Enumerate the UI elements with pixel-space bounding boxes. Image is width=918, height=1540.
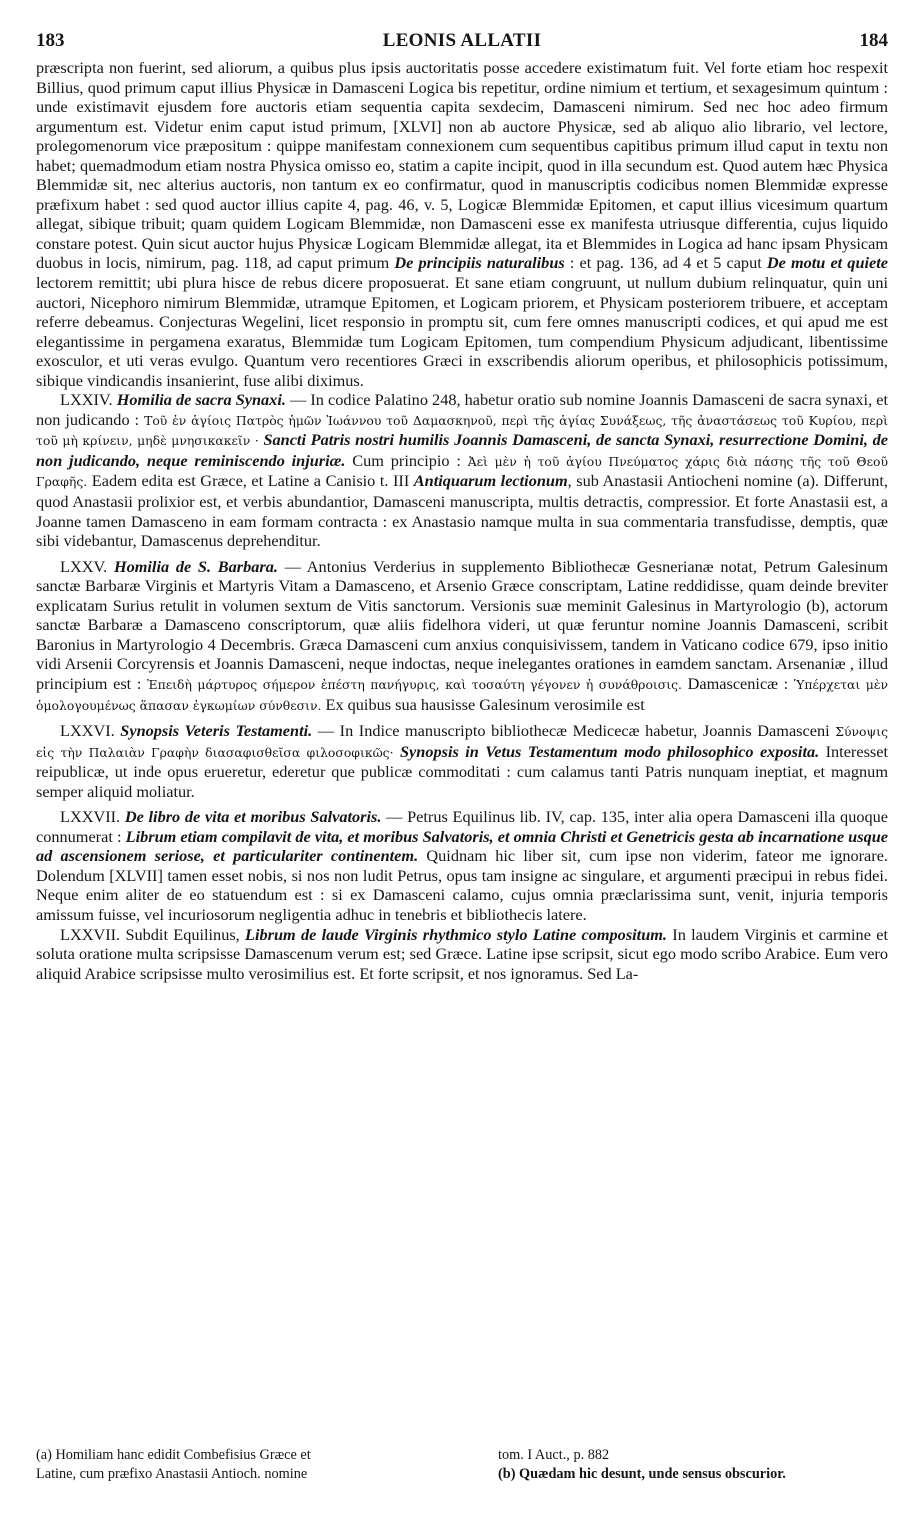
running-header: [36, 30, 888, 58]
section-text: — Antonius Verderius in supplemento Bibliothecæ Gesnerianæ notat, Petrum Galesinum sanctæ Barbaræ Virginis et Martyris Vitam a Damasceno, et Arsenio Græce conscriptam, Latine reddidisse, quam deinde breviter explicatam Surius retulit in volumen sextum de Vitis sanctorum. Versionis suæ meminit Galesinus in Martyrologio (b), actorum sanctæ Barbaræ a Damasceno conscriptorum, quæ aliis fidelhora videri, ut quæ feruntur nomine Joannis Damasceni, scribit Baronius in Martyrologio 4 Decembris. Græca Damasceni cum anxius conquisivissem, tandem in Vaticano codice 679, ipso initio vidi Arsenii Corcyrensis et Joannis Damasceni, neque indoctas, neque inelegantes orationes in eamdem sanctam. Arsenaniæ , illud principium est :: [36, 556, 888, 693]
section-text: Subdit Equilinus,: [125, 924, 240, 944]
latin-quotation: Librum de laude Virginis rhythmico stylo Latine compositum.: [245, 924, 667, 944]
section-text: Quidnam hic liber sit, cum ipse non viderim, fateor me ignorare. Dolendum [XLVII] tamen esset nobis, si nos non ludit Petrus, opus tam insigne ac singulare, et argumenti præcipui in rebus fidei. Neque enim aliter de eo statuendum est : si ex Damasceni calamo, cujus omnia præclarissima sunt, venit, injuria temporis amissum fuisse, vel incuriosorum negligentia adhuc in tenebris et bibliothecis latere.: [36, 846, 889, 924]
section-title: Homilia de sacra Synaxi.: [116, 390, 286, 410]
section-text: — In Indice manuscripto bibliothecæ Medicecæ habetur, Joannis Damasceni: [317, 721, 830, 741]
intro-work-title-2: De motu et quiete: [766, 253, 889, 273]
footnote-a-line-1: (a) Homiliam hanc edidit Combefisius Græce et: [36, 1447, 311, 1463]
section-number: LXXVII.: [60, 924, 121, 944]
section-number: LXXV.: [60, 556, 108, 576]
greek-incipit: Ἀεὶ μὲν ἡ τοῦ ἁγίου Πνεύματος χάρις διὰ πάσης τῆς τοῦ Θεοῦ Γραφῆς.: [36, 453, 888, 490]
section-text: Damascenicæ :: [687, 673, 789, 693]
section-77: [36, 807, 888, 924]
section-text: Cum principio :: [352, 450, 461, 470]
intro-paragraph: [36, 58, 888, 390]
section-74: [36, 390, 888, 550]
main-text: [36, 58, 888, 983]
section-title: Synopsis Veteris Testamenti.: [120, 721, 313, 741]
latin-title: Sancti Patris nostri humilis Joannis Damasceni, de sancta Synaxi, resurrectione Domini, de non judicando, neque reminiscendo injuriæ.: [36, 430, 888, 470]
greek-incipit: Ἐπειδὴ μάρτυρος σήμερον ἐπέστη πανήγυρις, καὶ τοσαύτη γέγονεν ἡ συνάθροισις.: [147, 676, 682, 692]
section-text: Ex quibus sua hausisse Galesinum verosimile est: [325, 694, 645, 714]
greek-title: Σύνοψις εἰς τὴν Παλαιὰν Γραφὴν διασαφισθεῖσα φιλοσοφικῶς·: [36, 724, 889, 760]
footnote-a-line-3: tom. I Auct., p. 882: [498, 1447, 610, 1463]
section-number: LXXVI.: [60, 721, 115, 741]
section-title: De libro de vita et moribus Salvatoris.: [124, 807, 382, 827]
section-number: LXXVII.: [60, 807, 121, 827]
section-text: In laudem Virginis et carmine et soluta oratione multa scripsisse Damascenum verum est; sed Græce. Latine ipse scripsit, sicut ego modo scribo Arabice. Eum vero aliquid Arabice scripsisse multo verosimilius est. Et forte scripsit, et nos ignoramus. Sed La-: [36, 924, 888, 983]
latin-quotation: Librum etiam compilavit de vita, et moribus Salvatoris, et omnia Christi et Genetricis gesta ab incarnatione usque ad ascensionem seriose, et particulariter continentem.: [36, 826, 888, 866]
intro-text: præscripta non fuerint, sed aliorum, a quibus plus ipsis auctoritatis posse accedere existimatum fuit. Vel forte etiam hoc respexit Billius, quod primum caput illius Physicæ in Damasceni Logica bis repetitur, ordine nimium et tertium, et sexagesimum quintum : unde existimavit ejusdem fore auctoris etiam sequentia capita sexdecim, Damasceni nimirum. Sed nec hoc adeo firmum argumentum est. Videtur enim caput istud primum, [XLVI] non ab auctore Physicæ, sed ab aliquo alio librario, vel lectore, prolegomenorum vice præpositum : quippe manifestam connexionem cum sequentibus capitibus primum illud caput in textu non habet; quemadmodum etiam nostra Physica omisso eo, statim a capite incipit, quod in illa secundum est. Quod autem hæc Physica Blemmidæ sit, nec alterius auctoris, non tantum ex eo confirmatur, quod in manuscriptis codicibus nomen Blemmidæ expresse præfixum habet : sed quod auctor illius capite 4, pag. 46, v. 5, Logicæ Blemmidæ Epitomen, et caput illius vicesimum quartum allegat, sibique tribuit; quam quidem Logicam Blemmidæ, non Damasceni esse ex manifesta utriusque differentia, cujus liquido constare potest. Quin sicut auctor hujus Physicæ Logicam Blemmidæ allegat, ita et Blemmides in Logica ad hanc ipsam Physicam duobus in locis, nimirum, pag. 118, ad caput primum: [36, 58, 888, 273]
section-text: , sub Anastasii Antiocheni nomine (a). Differunt, quod Anastasii prolixior est, et verbis abundantior, Damasceni manuscripta, multis detractis, compressior. Et forte Anastasii est, a Joanne tamen Damasceno in eam formam contracta : ex Anastasio namque multa in sua commentaria transfudisse, demptis, quæ sibi videbantur, Damascenus deprehenditur.: [36, 471, 888, 551]
section-76: [36, 721, 888, 801]
footnote-a-line-2: Latine, cum præfixo Anastasii Antioch. nomine: [36, 1466, 308, 1482]
page: [36, 30, 888, 1520]
intro-end: lectorem remittit; ubi plura hisce de rebus dicere proposuerat. Et sane etiam congruunt, ut nullum dubium relinquatur, quin uni auctori, Nicephoro nimirum Blemmidæ, utramque Epitomen, et Logicam priorem, et Physicam posteriorem tribuere, et acceptam referre debeamus. Conjecturas Wegelini, licet responsio in promptu sit, cum fere omnes manuscripti codices, et qui apud me est elegantissime in pergamena exaratus, Blemmidæ tum Logicam Epitomen, tum compendium Physicum adjudicant, libentissime exosculor, et uti veras evulgo. Quantum vero recentiores Græci in exscribendis aliorum operibus, et philosophicis potissimum, sibique vindicandis insanierint, fuse alibi diximus.: [36, 273, 888, 390]
intro-work-title-1: De principiis naturalibus: [394, 253, 565, 273]
section-number: LXXIV.: [60, 390, 113, 410]
section-text: — In codice Palatino 248, habetur oratio sub nomine Joannis Damasceni de sacra synaxi, et non judicando :: [36, 390, 888, 429]
greek-title: Τοῦ ἐν ἁγίοις Πατρὸς ἡμῶν Ἰωάννου τοῦ Δαμασκηνοῦ, περὶ τῆς ἁγίας Συνάξεως, τῆς ἀναστάσεως τοῦ Κυρίου, περὶ τοῦ μὴ κρίνειν, μηδὲ μνησικακεῖν ·: [36, 412, 888, 449]
intro-mid: : et pag. 136, ad 4 et 5 caput: [569, 253, 762, 273]
section-text: Interesset reipublicæ, ut inde opus erueretur, ederetur que publicæ commoditati : cum calamus tanti Patris nunquam ineptiat, et magnum semper aliquid moliatur.: [36, 741, 888, 801]
section-78: [36, 925, 888, 984]
latin-title: Synopsis in Vetus Testamentum modo philosophico exposita.: [399, 741, 820, 761]
page-number-right: 184: [859, 30, 888, 51]
greek-incipit: Ὑπέρχεται μὲν ὁμολογουμένως ἅπασαν ἐγκωμίων σύνθεσιν.: [36, 676, 889, 713]
section-text: Eadem edita est Græce, et Latine a Canisio t. III: [91, 471, 410, 491]
section-75: [36, 557, 888, 715]
section-text: — Petrus Equilinus lib. IV, cap. 135, inter alia opera Damasceni illa quoque connumerat :: [36, 807, 888, 846]
footnote-b: (b) Quædam hic desunt, unde sensus obscurior.: [498, 1466, 786, 1482]
running-title: LEONIS ALLATII: [382, 30, 542, 51]
page-number-left: 183: [36, 30, 65, 51]
work-title: Antiquarum lectionum: [413, 471, 568, 491]
section-title: Homilia de S. Barbara.: [113, 556, 278, 576]
